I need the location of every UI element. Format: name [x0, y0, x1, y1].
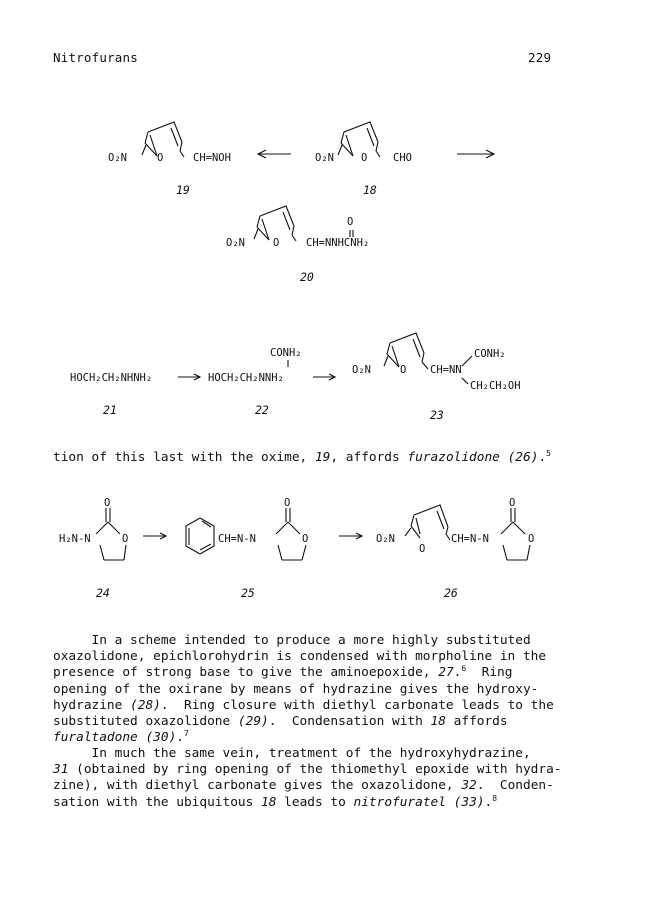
compound-19-oxime: CH=NOH — [193, 152, 231, 164]
compound-18-ring-oxygen: O — [361, 152, 368, 164]
compound-19-ring-oxygen: O — [157, 152, 164, 164]
reaction-arrow-24-25 — [143, 533, 166, 539]
compound-18-label: 18 — [363, 183, 377, 197]
compound-26-imine: CH=N-N — [451, 533, 489, 545]
compound-24-label: 24 — [96, 586, 110, 600]
compound-25-label: 25 — [241, 586, 255, 600]
compound-21-label: 21 — [103, 403, 117, 417]
compound-26-oxazolidone-oxygen: O — [528, 533, 535, 545]
compound-20-carbonyl-oxygen: O — [347, 216, 354, 228]
compound-19-nitro: O₂N — [108, 152, 127, 164]
compound-23-label: 23 — [430, 408, 444, 422]
compound-20-label: 20 — [300, 270, 314, 284]
compound-20-nitro: O₂N — [226, 237, 245, 249]
compound-22-structure — [208, 347, 302, 417]
compound-23-hydrazone: CH=NN — [430, 364, 462, 376]
reaction-arrow-25-26 — [339, 533, 362, 539]
compound-18-structure — [315, 122, 412, 197]
compound-23-carbamoyl: CONH₂ — [474, 348, 506, 360]
paragraph-nitrofuratel: In much the same vein, treatment of the hydroxyhydrazine, 31 (obtained by ring opening of the thiomethyl epoxide with hydra- zine), with diethyl carbonate gives the oxazolidone, 32. Conden- sation with the ubiquitous 18 leads to nitrofuratel (33).$^8$ — [53, 746, 562, 810]
reaction-arrow-right — [457, 150, 494, 158]
compound-18-aldehyde: CHO — [393, 152, 412, 164]
running-header-title: Nitrofurans — [53, 50, 138, 65]
compound-20-ring-oxygen: O — [273, 237, 280, 249]
compound-25-structure — [186, 497, 308, 600]
compound-20-semicarbazone: CH=NNHCNH₂ — [306, 237, 370, 249]
compound-23-nitro: O₂N — [352, 364, 371, 376]
compound-19-structure — [108, 122, 231, 197]
reaction-arrow-22-23 — [313, 374, 335, 380]
reaction-arrow-21-22 — [178, 374, 200, 380]
paragraph-furaltadone: In a scheme intended to produce a more highly substituted oxazolidone, epichlorohydrin is condensed with morpholine in the presence of strong base to give the aminoepoxide, 27.$^6$ Ring opening of the oxirane by means of hydrazine gives the hydroxy- hydrazine (28). Ring closure with diethyl carbonate leads to the substituted oxazolidone (29). Condensation with 18 affords furaltadone (30).$^7$ — [53, 633, 554, 746]
compound-20-structure — [226, 206, 369, 284]
compound-25-ring-oxygen: O — [302, 533, 309, 545]
compound-26-nitro: O₂N — [376, 533, 395, 545]
compound-25-imine: CH=N-N — [218, 533, 256, 545]
compound-23-hydroxyethyl: CH₂CH₂OH — [470, 380, 521, 392]
page-number: 229 — [528, 50, 552, 65]
compound-25-carbonyl-oxygen: O — [284, 497, 291, 509]
compound-26-ring-oxygen: O — [419, 543, 426, 555]
compound-22-formula: HOCH₂CH₂NNH₂ — [208, 372, 284, 384]
compound-18-nitro: O₂N — [315, 152, 334, 164]
continuation-line: tion of this last with the oxime, 19, affords furazolidone (26).$^5$ — [53, 449, 551, 465]
compound-24-ring-oxygen: O — [122, 533, 129, 545]
compound-24-structure — [59, 497, 128, 600]
compound-23-ring-oxygen: O — [400, 364, 407, 376]
compound-21-structure — [70, 372, 152, 417]
compound-24-carbonyl-oxygen: O — [104, 497, 111, 509]
compound-26-carbonyl-oxygen: O — [509, 497, 516, 509]
compound-22-carbamoyl: CONH₂ — [270, 347, 302, 359]
compound-26-label: 26 — [444, 586, 458, 600]
compound-24-aminonitrogen: H₂N-N — [59, 533, 91, 545]
compound-21-formula: HOCH₂CH₂NHNH₂ — [70, 372, 153, 384]
compound-22-label: 22 — [255, 403, 269, 417]
compound-23-structure — [352, 333, 521, 422]
compound-26-structure — [376, 497, 534, 600]
reaction-arrow-left — [258, 150, 291, 158]
compound-19-label: 19 — [176, 183, 190, 197]
